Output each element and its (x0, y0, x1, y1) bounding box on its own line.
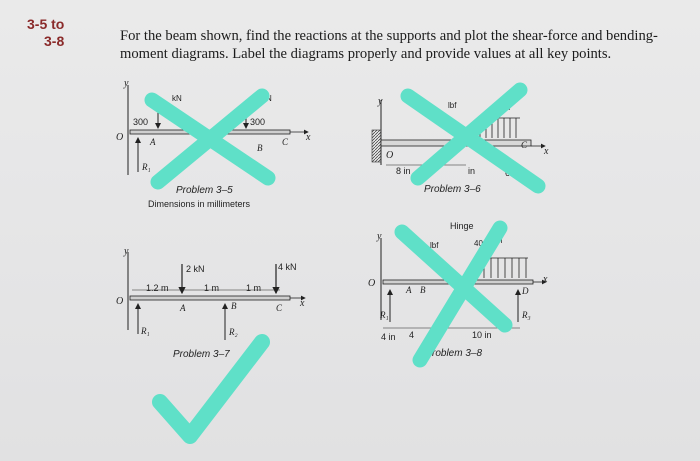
p36-load-lbf: lbf (448, 101, 457, 110)
p36-dim-3: 6 i.. (505, 168, 520, 178)
problem-range-top: 3-5 to (27, 16, 65, 32)
p38-x-label: x (543, 274, 548, 285)
p37-x-label: x (300, 298, 305, 309)
p38-point-d: D (522, 286, 529, 296)
p37-caption: Problem 3–7 (173, 349, 230, 360)
p37-reaction-2: R₂ (229, 327, 238, 337)
p36-dim-2: in (468, 166, 476, 176)
p35-load-unit-right: kN (262, 94, 272, 103)
p38-hinge-load-unit: n (498, 236, 503, 245)
p36-load-dist: lf/in (498, 103, 511, 112)
p38-origin: O (368, 278, 376, 289)
p35-dim-left: 300 (133, 117, 149, 127)
problem-3-5-figure (116, 78, 311, 209)
p37-point-c: C (276, 303, 283, 313)
p36-origin: O (386, 150, 394, 161)
p36-wall (372, 130, 381, 162)
p38-dim-1: 4 in (381, 332, 396, 342)
statement-line-1: For the beam shown, find the reactions at the supports and plot the shear-force and bending- (120, 28, 658, 44)
p36-point-c: C (521, 140, 528, 150)
p35-caption: Problem 3–5 (176, 185, 233, 196)
p35-point-b: B (257, 143, 263, 153)
p36-caption: Problem 3–6 (424, 184, 481, 195)
p35-point-c: C (282, 137, 289, 147)
p37-span-3: 1 m (246, 283, 262, 293)
p37-load-1: 2 kN (186, 264, 205, 274)
p38-load-lbf: lbf (430, 241, 439, 250)
p38-cross-mark (402, 228, 505, 360)
problem-range-bottom: 3-8 (44, 33, 65, 49)
problem-3-6-figure (372, 90, 549, 195)
p38-hinge-load: 40 (474, 239, 483, 248)
problem-3-7-figure (116, 246, 305, 436)
p38-y-label: y (377, 231, 382, 242)
p37-origin: O (116, 296, 124, 307)
p38-hinge-label: Hinge (450, 221, 474, 231)
p37-y-label: y (124, 246, 129, 257)
p35-dim-mid: 300 (250, 117, 266, 127)
p38-reaction-3: R₃ (522, 310, 531, 320)
p36-x-label: x (544, 146, 549, 157)
p37-span-1: 1.2 m (146, 283, 169, 293)
statement-line-2: moment diagrams. Label the diagrams properly and provide values at all key points. (120, 46, 612, 62)
p38-dim-2: 4 (409, 330, 415, 340)
p37-load-2: 4 kN (278, 262, 297, 272)
p35-cross-mark (152, 96, 268, 182)
p38-dim-3: 10 in (472, 330, 492, 340)
p38-point-b: B (420, 285, 426, 295)
p37-beam (130, 296, 290, 300)
p35-reaction: R₁ (142, 162, 151, 172)
p37-span-2: 1 m (204, 283, 220, 293)
p38-caption: roblem 3–8 (432, 348, 483, 359)
p35-x-label: x (306, 132, 311, 143)
p35-y-label: y (124, 78, 129, 89)
p37-point-b: B (231, 301, 237, 311)
p35-point-a: A (150, 137, 156, 147)
p38-reaction-1: R₁ (380, 310, 389, 320)
p35-load-unit-left: kN (172, 94, 182, 103)
problem-3-8-figure (368, 221, 548, 360)
p37-reaction-1: R₁ (141, 326, 150, 336)
p38-point-a: A (406, 285, 412, 295)
p35-subcaption: Dimensions in millimeters (148, 199, 251, 209)
p36-dim-1: 8 in (396, 166, 411, 176)
p38-distributed-load (482, 258, 528, 278)
p37-point-a: A (180, 303, 186, 313)
p36-y-label: y (378, 96, 383, 107)
p35-origin: O (116, 132, 124, 143)
